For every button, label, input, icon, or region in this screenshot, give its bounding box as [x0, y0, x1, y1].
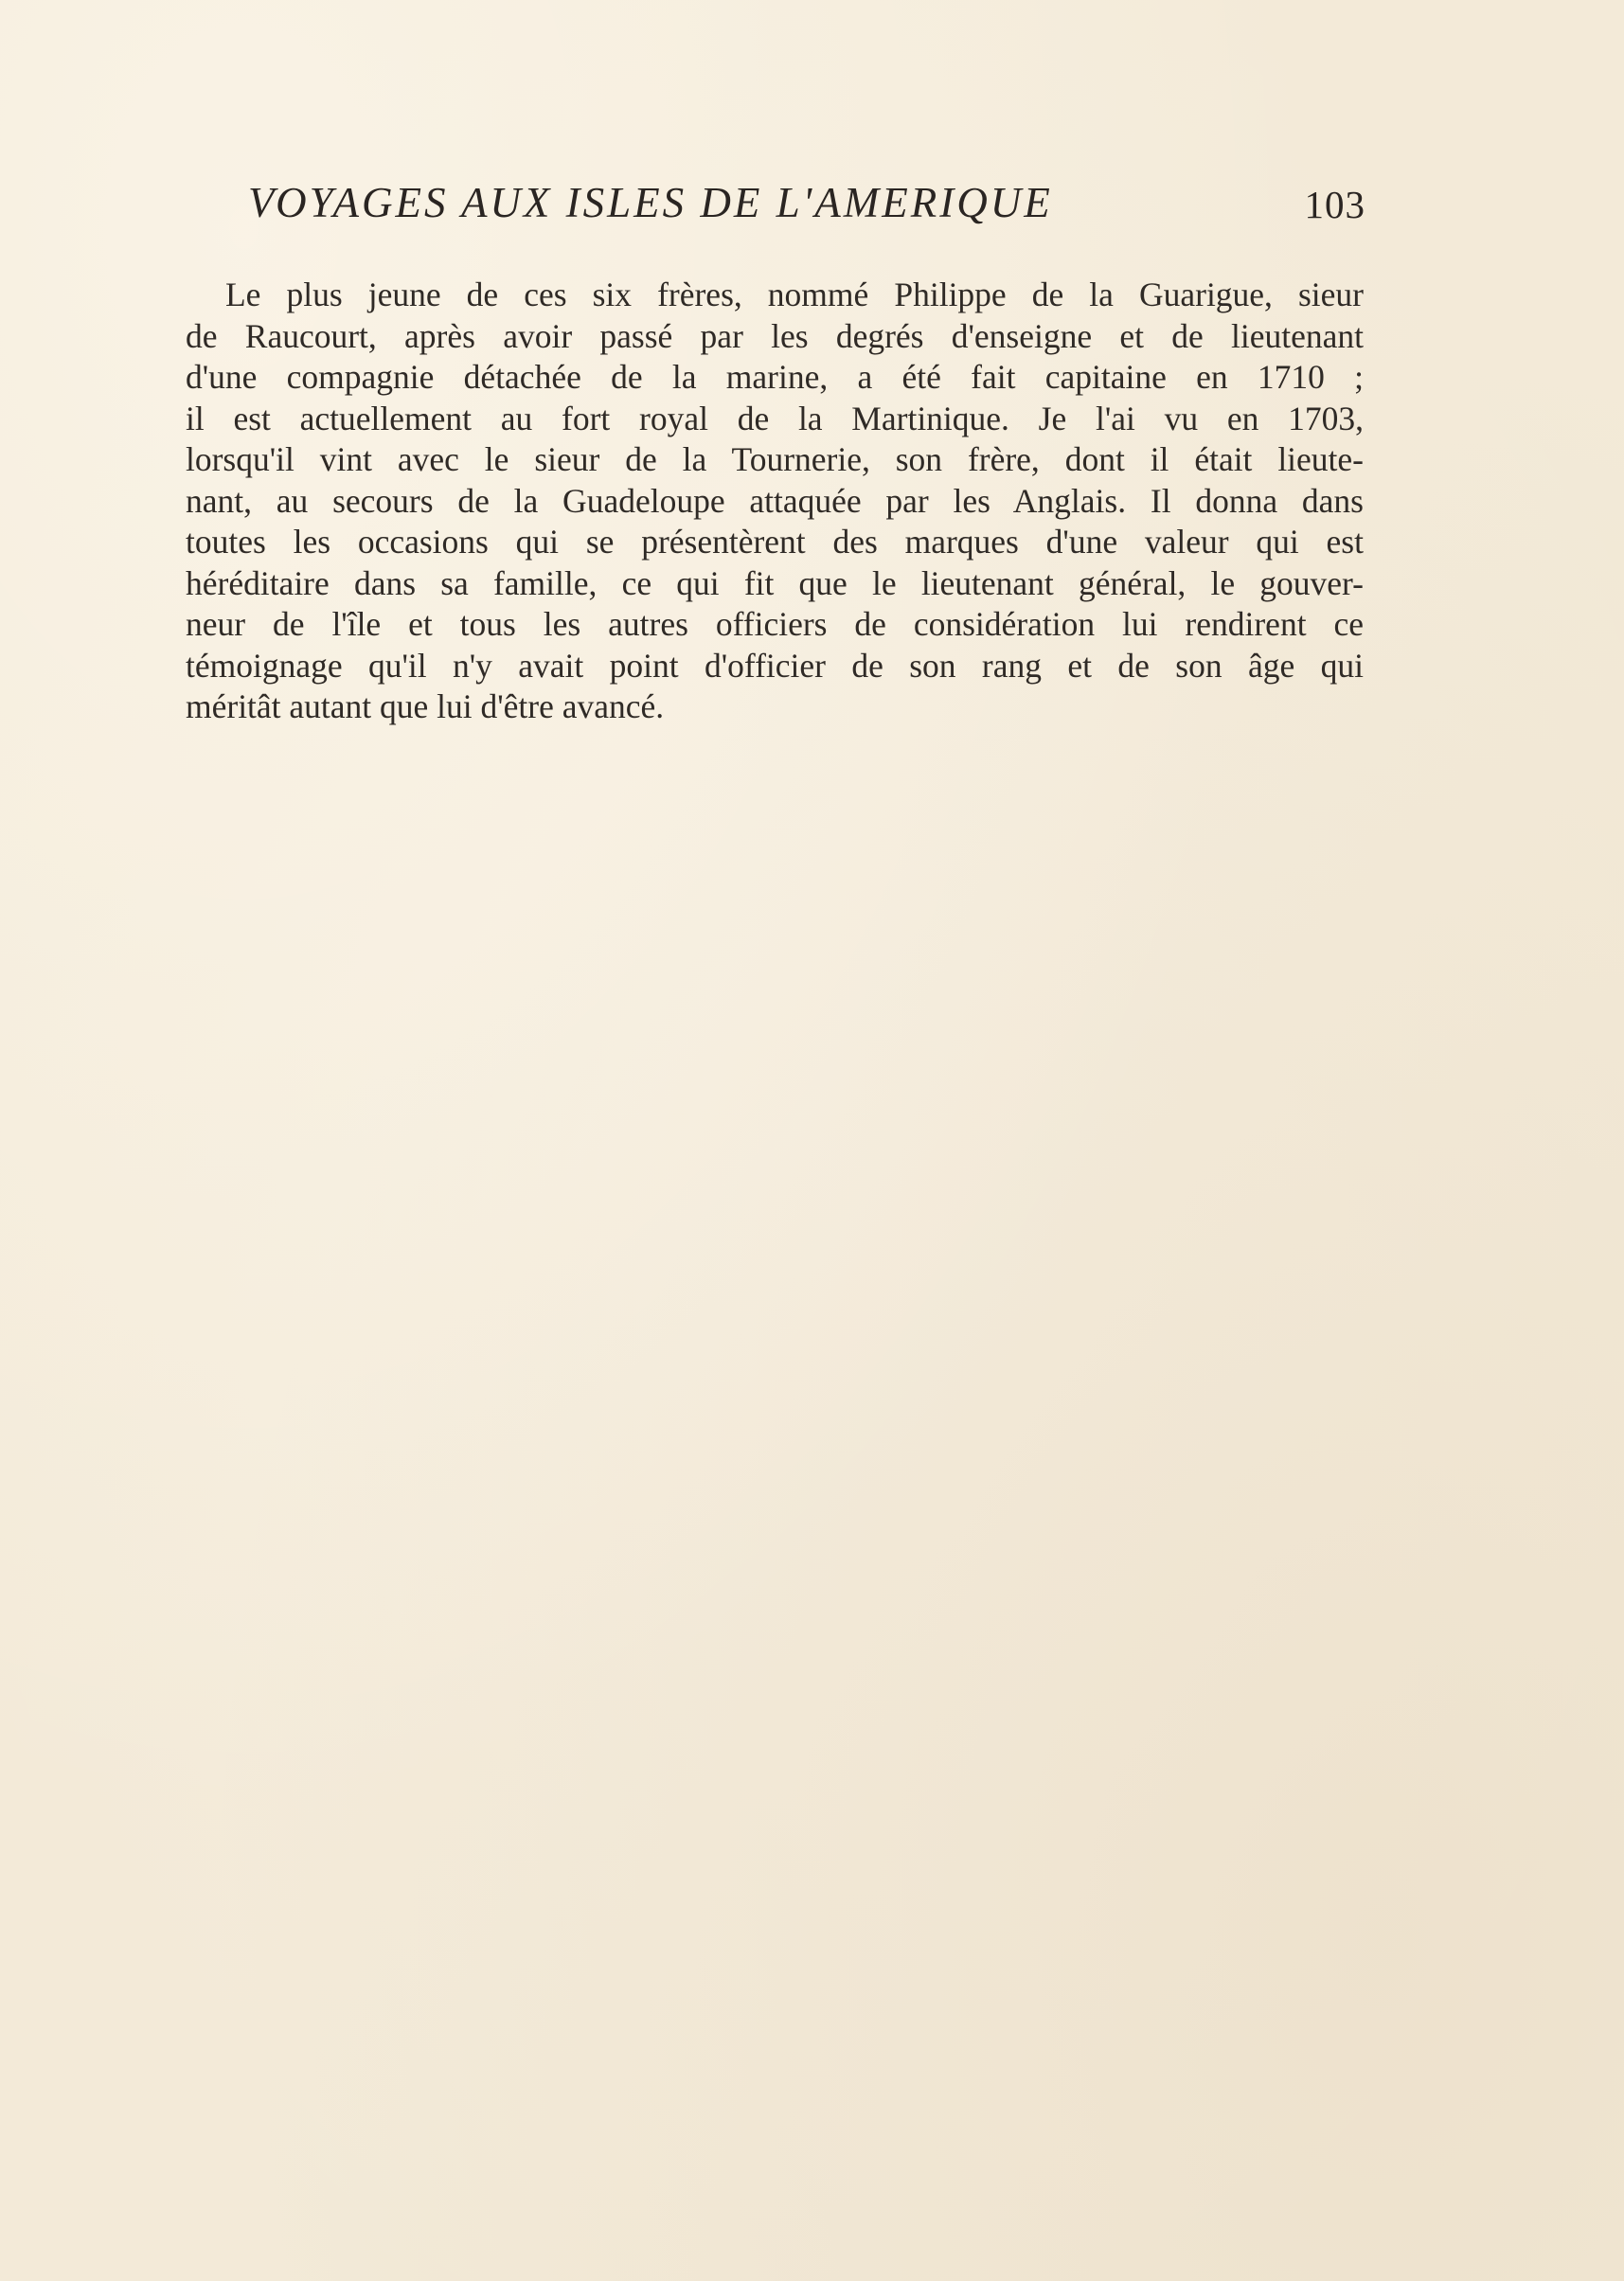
paragraph-line: nant, au secours de la Guadeloupe attaquée par les Anglais. Il donna dans	[186, 481, 1364, 520]
paragraph-line: lorsqu'il vint avec le sieur de la Tournerie, son frère, dont il était lieute-	[186, 440, 1364, 478]
running-header	[248, 178, 1365, 235]
page-number: 103	[1304, 183, 1365, 226]
running-title: VOYAGES AUX ISLES DE L'AMERIQUE	[248, 179, 1053, 226]
paragraph-line: témoignage qu'il n'y avait point d'officier de son rang et de son âge qui	[186, 646, 1364, 685]
paragraph-line: de Raucourt, après avoir passé par les degrés d'enseigne et de lieutenant	[186, 316, 1364, 355]
body-paragraph	[186, 275, 1364, 728]
paragraph-line: il est actuellement au fort royal de la Martinique. Je l'ai vu en 1703,	[186, 399, 1364, 437]
paragraph-line: d'une compagnie détachée de la marine, a été fait capitaine en 1710 ;	[186, 358, 1364, 396]
paragraph-line: Le plus jeune de ces six frères, nommé Philippe de la Guarigue, sieur	[225, 276, 1364, 313]
paragraph-line: méritât autant que lui d'être avancé.	[186, 687, 665, 725]
paragraph-line: toutes les occasions qui se présentèrent des marques d'une valeur qui est	[186, 523, 1364, 561]
paragraph-line: neur de l'île et tous les autres officiers de considération lui rendirent ce	[186, 605, 1364, 643]
paragraph-line: héréditaire dans sa famille, ce qui fit que le lieutenant général, le gouver-	[186, 563, 1364, 602]
